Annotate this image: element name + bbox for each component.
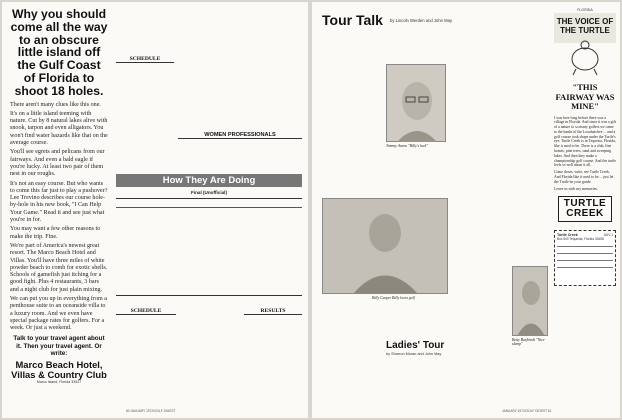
coupon-line-2: Box 600 Tequesta, Florida 33458 — [557, 236, 604, 241]
photo-caption: Billy Casper Billy loves golf — [372, 296, 415, 300]
voice-of-turtle-banner — [554, 13, 616, 77]
text-column — [244, 302, 302, 406]
ad-hotel-name: Marco Beach Hotel, Villas & Country Club — [11, 358, 107, 380]
ad-paragraph: It's not an easy course. But who wants to come this far just to play a pushover? Lee Trevino describes our course hole-by-hole in his new book, "I Can Help Your Game." Read it and see just what you're in for. — [10, 180, 108, 224]
article-column — [322, 302, 382, 408]
schedule-heading: SCHEDULE — [116, 310, 176, 315]
betty-burfeindt-photo — [512, 266, 548, 336]
ad-paragraph: We're part of America's newest great resort. The Marco Beach Hotel and Villas. You'll have three miles of white powder beach to comb for exotic shells. Schools of gamefish just itching for a good fight. Plus 4 restaurants, 3 bars and a night club for just plain mixing. — [10, 242, 108, 293]
banner-line-1: THE VOICE OF — [556, 17, 614, 26]
coupon-code: ADV-1 — [603, 232, 613, 237]
tour-talk-byline: by Lincoln Werden and John May — [390, 18, 453, 23]
page-folio: 60 JANUARY 1972/GOLF DIGEST — [126, 409, 176, 413]
photo-caption: Tommy Aaron "Billy's luck" — [386, 144, 428, 148]
ad-state: FLORIDA — [577, 8, 593, 12]
ad-paragraph: You may want a few other reasons to make the trip. Fine. — [10, 226, 101, 240]
article-column — [512, 8, 550, 264]
banner-line-2: THE TURTLE — [560, 26, 610, 35]
portrait-photo — [323, 199, 448, 294]
ad-paragraph: You'll see egrets and pelicans from our fairways. And even a bald eagle if you're lucky. At least two pair of them nest in our roughs. — [10, 149, 105, 178]
marco-beach-ad — [10, 8, 108, 412]
schedule-heading: SCHEDULE — [116, 58, 174, 63]
how-they-are-doing-band: How They Are Doing — [116, 174, 302, 187]
final-unofficial-label: Final (Unofficial) — [191, 190, 227, 195]
ad-address: Marco Island, Florida 33937 — [36, 379, 82, 384]
text-column — [178, 8, 238, 128]
ad-paragraph: We can put you up in everything from a penthouse suite to an oceanside villa to a luxury room. And we even have special package rates for golfers. For a week. Or just a weekend. — [10, 296, 107, 332]
women-pros-heading: WOMEN PROFESSIONALS — [178, 132, 302, 139]
logo-line-2: CREEK — [566, 207, 604, 219]
portrait-photo — [387, 65, 446, 142]
reply-coupon[interactable] — [554, 230, 616, 286]
ad-body: I was here long before there was a village in Florida. And since it was a gift of a nature to so many golfers we came to the banks of the Loxahatchee ... and a golf course took shape under the Turtle's eye. Turtle Creek is in Tequesta, Florida, like it used to be. There is a club, fine homes, pine trees, sand and sweeping lakes. And then they make a championship golf course. And the turtle feels so well about it all. — [554, 115, 616, 168]
ad-body — [10, 102, 108, 333]
article-column — [452, 8, 510, 408]
photo-caption: Betty Burfeindt "Nice slump" — [512, 338, 545, 346]
billy-casper-photo — [322, 198, 448, 294]
table-header — [116, 199, 302, 208]
tour-talk-title: Tour Talk — [322, 12, 383, 28]
text-column — [242, 8, 302, 128]
turtle-icon — [568, 37, 602, 77]
right-page — [312, 2, 620, 418]
text-column — [116, 8, 174, 128]
left-page — [2, 2, 308, 418]
logo-line-1: TURTLE — [563, 197, 607, 209]
tommy-aaron-photo — [386, 64, 446, 142]
turtle-creek-logo — [558, 196, 612, 222]
ad-cta: Talk to your travel agent about it. Then your travel agent. Or write: — [13, 335, 105, 358]
stats-table — [116, 198, 302, 296]
page-folio: JANUARY 1972/GOLF DIGEST 61 — [502, 409, 552, 413]
portrait-photo — [513, 267, 548, 336]
ad-sign: Leave us with my memories. — [554, 186, 598, 191]
article-column — [386, 30, 448, 62]
ladies-tour-title: Ladies' Tour — [386, 340, 445, 351]
text-column — [116, 302, 176, 406]
ad-paragraph: There aren't many clues like this one. — [10, 101, 101, 108]
ladies-tour-section — [386, 302, 448, 408]
ad-quote: "THIS FAIRWAY WAS MINE" — [555, 82, 615, 111]
results-heading: RESULTS — [244, 310, 302, 315]
ad-headline: Why you should come all the way to an obscure little island off the Gulf Coast of Florida to shoot 18 holes. — [10, 8, 108, 98]
ad-paragraph: It's on a little island teeming with nature. Cut by 8 natural lakes alive with snook, tarpon and even alligators. You won't find water hazards like that on the average course. — [10, 110, 108, 147]
turtle-creek-ad — [554, 8, 616, 412]
ladies-tour-byline: by Sharron Moran and John May — [386, 352, 442, 356]
text-column — [180, 302, 240, 406]
coupon-line-1: Turtle Creek — [557, 232, 578, 237]
ad-invite: Come down, write, see Turtle Creek. And Florida like it used to be ... just let the Turtle be your guide. — [554, 170, 614, 184]
article-column — [386, 154, 448, 204]
